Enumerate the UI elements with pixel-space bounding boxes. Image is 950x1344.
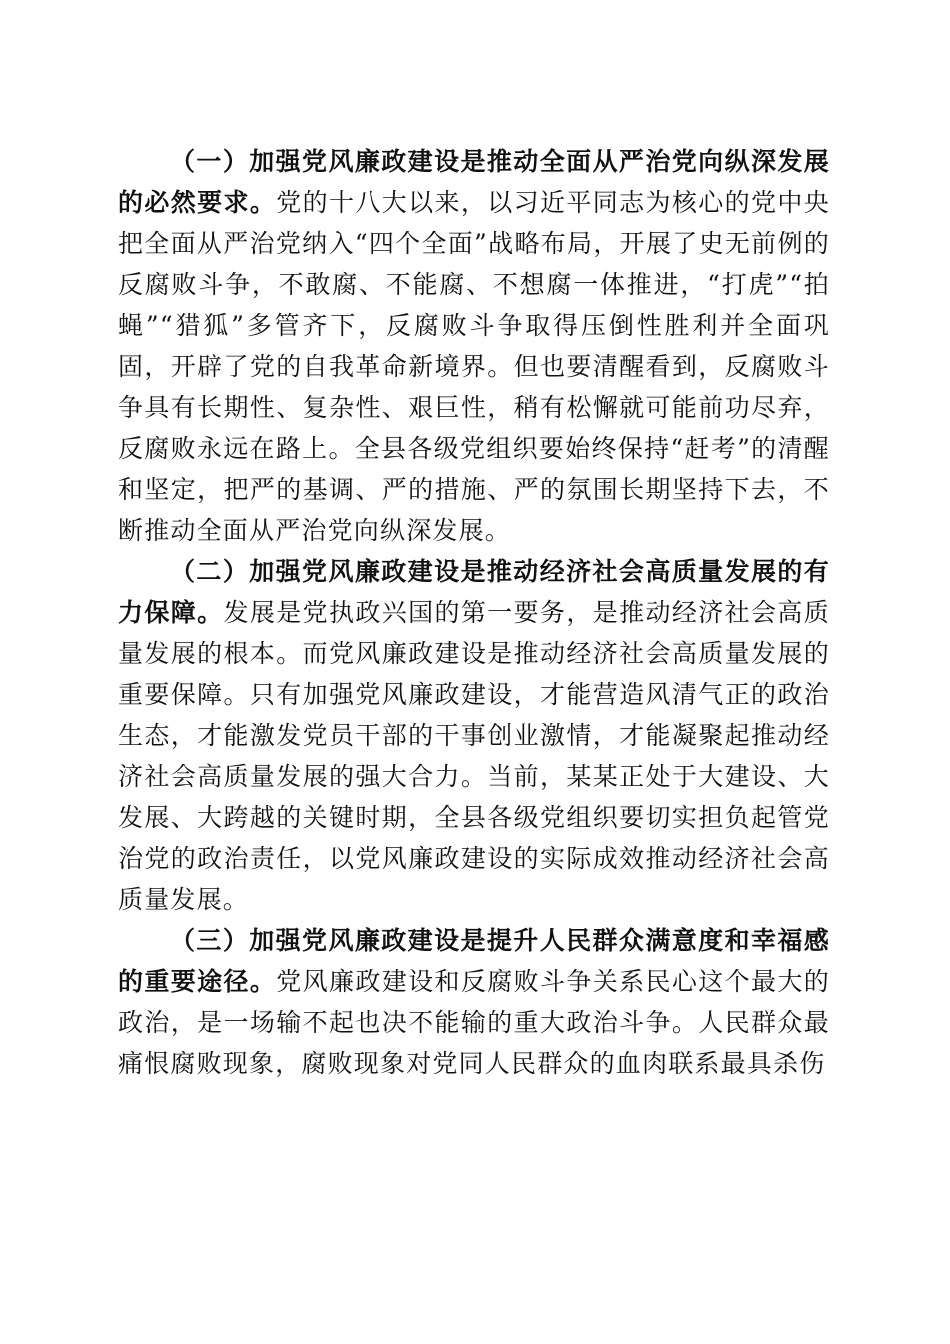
paragraph-2-text: 发展是党执政兴国的第一要务，是推动经济社会高质量发展的根本。而党风廉政建设是推动经济社会高质量发展的重要保障。只有加强党风廉政建设，才能营造风清气正的政治生态，才能激发党员干部的干事创业激情，才能凝聚起推动经济社会高质量发展的强大合力。当前，某某正处于大建设、大发展、大跨越的关键时期，全县各级党组织要切实担负起管党治党的政治责任，以党风廉政建设的实际成效推动经济社会高质量发展。	[118, 598, 830, 914]
document-body	[118, 141, 830, 1084]
paragraph-2	[118, 551, 830, 920]
paragraph-1	[118, 141, 830, 551]
paragraph-1-text: 党的十八大以来，以习近平同志为核心的党中央把全面从严治党纳入“四个全面”战略布局，开展了史无前例的反腐败斗争，不敢腐、不能腐、不想腐一体推进，“打虎”“拍蝇”“猎狐”多管齐下，反腐败斗争取得压倒性胜利并全面巩固，开辟了党的自我革命新境界。但也要清醒看到，反腐败斗争具有长期性、复杂性、艰巨性，稍有松懈就可能前功尽弃，反腐败永远在路上。全县各级党组织要始终保持“赶考”的清醒和坚定，把严的基调、严的措施、严的氛围长期坚持下去，不断推动全面从严治党向纵深发展。	[118, 188, 831, 545]
paragraph-3	[118, 920, 830, 1084]
paragraph-3-text: 党风廉政建设和反腐败斗争关系民心这个最大的政治，是一场输不起也决不能输的重大政治斗争。人民群众最痛恨腐败现象，腐败现象对党同人民群众的血肉联系最具杀伤	[118, 967, 831, 1078]
paragraph-2-heading: （二）加强党风廉政建设是推动经济社会高质量发展的有力保障。	[118, 557, 830, 627]
paragraph-3-heading: （三）加强党风廉政建设是提升人民群众满意度和幸福感的重要途径。	[118, 926, 830, 996]
paragraph-1-heading: （一）加强党风廉政建设是推动全面从严治党向纵深发展的必然要求。	[118, 147, 830, 217]
